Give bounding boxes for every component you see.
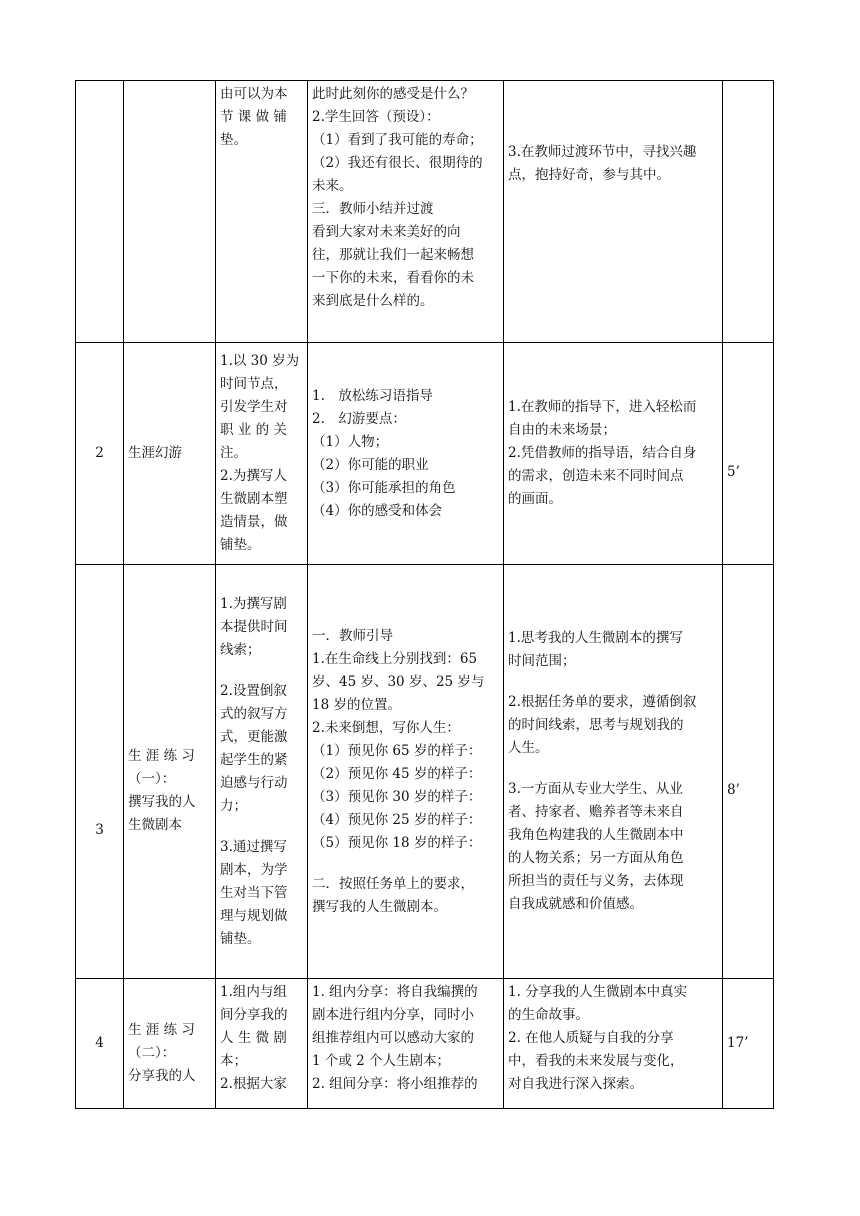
teacher-activity-cell	[308, 565, 504, 979]
cell-line: 3.通过撰写	[220, 838, 287, 855]
cell-line: 2. 在他人质疑与自我的分享	[508, 1030, 674, 1046]
cell-line: 岁、45 岁、30 岁、25 岁与	[312, 673, 485, 690]
teacher-activity-cell	[308, 81, 504, 343]
cell-line: 往，那就让我们一起来畅想	[312, 247, 474, 263]
cell-line: 3.在教师过渡环节中，寻找兴趣	[508, 144, 697, 160]
cell-line: 我角色构建我的人生微剧本中	[508, 827, 684, 843]
cell-line: 本提供时间	[220, 618, 288, 635]
cell-line: 造情景，做	[220, 514, 288, 530]
cell-line: 时间节点，	[220, 376, 288, 392]
cell-line: 自由的未来场景；	[508, 422, 616, 438]
cell-line: 18 岁的位置。	[312, 696, 401, 713]
cell-line: 由可以为本	[220, 86, 288, 102]
cell-line: 3.一方面从专业大学生、从业	[508, 781, 683, 797]
cell-line: （3）预见你 30 岁的样子：	[312, 788, 482, 805]
cell-line: 组推荐组内可以感动大家的	[312, 1030, 474, 1046]
cell-line: 的生命故事。	[508, 1007, 589, 1023]
cell-line: （5）预见你 18 岁的样子：	[312, 834, 482, 851]
cell-line: 引发学生对	[220, 399, 288, 415]
cell-line: 2.未来倒想，写你人生：	[312, 719, 460, 736]
line-spacer	[220, 662, 303, 680]
cell-line: 撰写我的人生微剧本。	[312, 898, 447, 915]
cell-line: 2. 组间分享：将小组推荐的	[312, 1076, 478, 1092]
table-row	[76, 343, 774, 565]
cell-line: 2.根据大家	[220, 1076, 287, 1092]
cell-line: 剧本进行组内分享，同时小	[312, 1007, 474, 1023]
cell-line: 1.在教师的指导下，进入轻松而	[508, 399, 697, 415]
line-spacer	[312, 855, 499, 873]
cell-line: 铺垫。	[220, 930, 261, 947]
time-cell: 17’	[723, 979, 774, 1109]
cell-line: 生 涯 练 习	[128, 1022, 195, 1038]
cell-line: 生微剧本	[128, 816, 182, 833]
step-link-cell	[124, 81, 216, 343]
cell-line: 迫感与行动	[220, 774, 288, 791]
cell-line: 时间范围；	[508, 653, 576, 669]
cell-line: 来到底是什么样的。	[312, 293, 434, 309]
cell-line: 看到大家对未来美好的向	[312, 224, 461, 240]
cell-line: 的人物关系；另一方面从角色	[508, 850, 684, 866]
lesson-plan-table	[75, 80, 774, 1109]
teacher-activity-cell	[308, 343, 504, 565]
cell-line: 1.组内与组	[220, 984, 287, 1000]
cell-line: 本；	[220, 1053, 247, 1069]
cell-line: （二）：	[128, 1045, 176, 1061]
cell-line: 注。	[220, 445, 247, 461]
cell-line: （4）你的感受和体会	[312, 502, 443, 519]
cell-line: 一下你的未来，看看你的未	[312, 270, 474, 286]
cell-line: （2）你可能的职业	[312, 456, 429, 473]
table-row	[76, 565, 774, 979]
cell-line: 生 涯 练 习	[128, 747, 195, 764]
cell-line: 式的叙写方	[220, 705, 288, 722]
cell-line: 1. 组内分享：将自我编撰的	[312, 984, 478, 1000]
cell-line: 一．教师引导	[312, 627, 393, 644]
cell-line: 节 课 做 铺	[220, 109, 287, 125]
time-cell: 5’	[723, 343, 774, 565]
cell-line: 1 个或 2 个人生剧本；	[312, 1053, 451, 1069]
step-link-cell	[124, 979, 216, 1109]
cell-line: 2.学生回答（预设）：	[312, 109, 440, 125]
cell-line: 生对当下管	[220, 884, 288, 901]
cell-line: 二．按照任务单上的要求，	[312, 875, 474, 892]
cell-line: 分享我的人	[128, 1068, 196, 1084]
cell-line: 铺垫。	[220, 537, 261, 553]
teacher-activity-cell	[308, 979, 504, 1109]
table-row	[76, 979, 774, 1109]
cell-line: 线索；	[220, 641, 261, 658]
cell-line: （1）看到了我可能的寿命；	[312, 132, 483, 148]
cell-line: 点，抱持好奇，参与其中。	[508, 167, 670, 183]
design-intent-cell	[216, 979, 308, 1109]
cell-line: （4）预见你 25 岁的样子：	[312, 811, 482, 828]
step-number-cell: 4	[76, 979, 124, 1109]
cell-line: 2.凭借教师的指导语，结合自身	[508, 445, 697, 461]
line-spacer	[508, 673, 718, 691]
cell-line: 者、持家者、赡养者等未来自	[508, 804, 684, 820]
cell-line: 起学生的紧	[220, 751, 288, 768]
step-number-cell: 2	[76, 343, 124, 565]
cell-line: 职 业 的 关	[220, 422, 287, 438]
cell-line: 式，更能激	[220, 728, 288, 745]
design-intent-cell	[216, 343, 308, 565]
design-intent-cell	[216, 81, 308, 343]
student-activity-cell	[504, 565, 723, 979]
cell-line: 的时间线索，思考与规划我的	[508, 717, 684, 733]
cell-line: 1.思考我的人生微剧本的撰写	[508, 630, 683, 646]
time-cell	[723, 81, 774, 343]
cell-line: 所担当的责任与义务，去体现	[508, 873, 684, 889]
time-cell: 8’	[723, 565, 774, 979]
cell-line: 自我成就感和价值感。	[508, 896, 643, 912]
line-spacer	[508, 760, 718, 778]
cell-line: 对自我进行深入探索。	[508, 1076, 643, 1092]
cell-line: 撰写我的人	[128, 793, 196, 810]
cell-line: 剧本，为学	[220, 861, 288, 878]
cell-line: 三．教师小结并过渡	[312, 201, 434, 217]
cell-line: 1. 放松练习语指导	[312, 387, 433, 404]
cell-line: 2.设置倒叙	[220, 682, 287, 699]
table-row	[76, 81, 774, 343]
step-number-cell: 3	[76, 565, 124, 979]
cell-line: 人 生 微 剧	[220, 1030, 287, 1046]
cell-line: 2.根据任务单的要求，遵循倒叙	[508, 694, 697, 710]
cell-line: 理与规划做	[220, 907, 288, 924]
design-intent-cell	[216, 565, 308, 979]
student-activity-cell	[504, 979, 723, 1109]
cell-line: 中，看我的未来发展与变化，	[508, 1053, 684, 1069]
cell-line: 生微剧本塑	[220, 491, 288, 507]
cell-line: （3）你可能承担的角色	[312, 479, 456, 496]
cell-line: 此时此刻你的感受是什么？	[312, 86, 474, 102]
cell-line: 1.为撰写剧	[220, 595, 287, 612]
line-spacer	[220, 818, 303, 836]
student-activity-cell	[504, 81, 723, 343]
student-activity-cell	[504, 343, 723, 565]
cell-line: （2）预见你 45 岁的样子：	[312, 765, 482, 782]
cell-line: 垫。	[220, 132, 247, 148]
cell-line: 的需求，创造未来不同时间点	[508, 468, 684, 484]
cell-line: （一）：	[128, 770, 176, 787]
cell-line: 间分享我的	[220, 1007, 288, 1023]
cell-line: 力；	[220, 797, 247, 814]
cell-line: （1）预见你 65 岁的样子：	[312, 742, 482, 759]
cell-line: 人生。	[508, 740, 549, 756]
cell-line: （1）人物；	[312, 433, 389, 450]
cell-line: 2.为撰写人	[220, 468, 287, 484]
cell-line: 1. 分享我的人生微剧本中真实	[508, 984, 688, 1000]
cell-line: （2）我还有很长、很期待的	[312, 155, 483, 171]
cell-line: 1.以 30 岁为	[220, 353, 300, 369]
cell-line: 2. 幻游要点：	[312, 410, 406, 427]
cell-line: 1.在生命线上分别找到：65	[312, 650, 478, 667]
cell-line: 未来。	[312, 178, 353, 194]
step-link-cell	[124, 565, 216, 979]
step-number-cell	[76, 81, 124, 343]
cell-line: 的画面。	[508, 491, 562, 507]
step-link-cell: 生涯幻游	[124, 343, 216, 565]
